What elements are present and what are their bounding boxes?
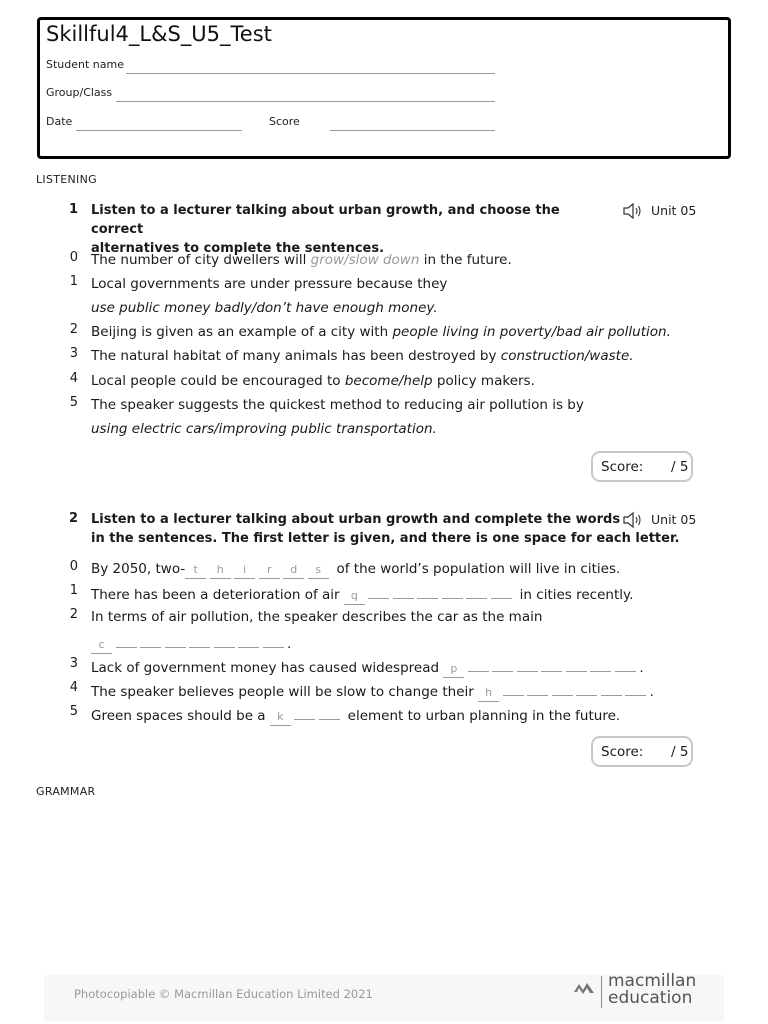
q1-item-2: Beijing is given as an example of a city with people living in poverty/bad air pollution. — [91, 324, 671, 340]
q2-item-0-number: 0 — [69, 559, 78, 574]
q2-item-1-answer-slots[interactable] — [344, 583, 516, 605]
answer-letter-slot[interactable] — [319, 704, 340, 720]
score-field[interactable] — [330, 130, 495, 131]
q1-item-3: The natural habitat of many animals has been destroyed by construction/waste. — [91, 348, 634, 364]
q2-item-1-number: 1 — [69, 583, 78, 598]
q1-item-1-alternatives[interactable]: use public money badly/don’t have enough money. — [91, 300, 438, 316]
answer-letter-slot[interactable] — [214, 632, 235, 648]
answer-letter-slot[interactable] — [189, 632, 210, 648]
answer-letter-slot[interactable] — [541, 656, 562, 672]
q2-item-5-number: 5 — [69, 704, 78, 719]
q1-item-1-number: 1 — [69, 274, 78, 289]
q2-score-box — [591, 736, 693, 767]
q2-item-4-answer-slots[interactable] — [478, 680, 650, 702]
answer-letter-slot[interactable]: i — [234, 563, 255, 579]
answer-letter-slot[interactable] — [238, 632, 259, 648]
q1-item-3-alternatives[interactable]: construction/waste. — [500, 348, 634, 364]
q1-item-1: Local governments are under pressure because they — [91, 276, 448, 292]
macmillan-logo-icon — [573, 977, 595, 999]
question-1-instruction-line2: alternatives to complete the sentences. — [91, 241, 385, 256]
q2-item-5-answer-slots[interactable] — [270, 704, 344, 726]
q2-item-3: Lack of government money has caused widespread p . — [91, 656, 644, 678]
answer-letter-slot[interactable]: s — [308, 563, 329, 579]
question-1-number: 1 — [68, 202, 78, 217]
q1-item-5-alternatives[interactable]: using electric cars/improving public transportation. — [91, 421, 437, 437]
answer-letter-slot[interactable]: c — [91, 638, 112, 654]
group-class-field[interactable] — [116, 101, 495, 102]
q2-item-2-number: 2 — [69, 607, 78, 622]
answer-letter-slot[interactable]: d — [283, 563, 304, 579]
q1-item-0-number: 0 — [69, 250, 78, 265]
answer-letter-slot[interactable] — [503, 680, 524, 696]
q2-item-4-number: 4 — [69, 680, 78, 695]
date-field[interactable] — [76, 130, 242, 131]
answer-letter-slot[interactable]: t — [185, 563, 206, 579]
macmillan-logo-text: macmillan education — [608, 971, 697, 1008]
answer-letter-slot[interactable] — [368, 583, 389, 599]
q1-score-box — [591, 451, 693, 482]
question-2-number: 2 — [68, 511, 78, 526]
audio-speaker-icon[interactable] — [622, 201, 644, 221]
answer-letter-slot[interactable] — [442, 583, 463, 599]
answer-letter-slot[interactable]: h — [478, 686, 499, 702]
answer-letter-slot[interactable]: q — [344, 589, 365, 605]
q2-item-2: In terms of air pollution, the speaker describes the car as the main — [91, 609, 543, 625]
group-class-label: Group/Class — [46, 86, 113, 99]
question-2-instruction-line1: Listen to a lecturer talking about urban growth and complete the words — [91, 512, 621, 527]
q2-item-0: By 2050, two- t h i r d s of the world’s population will live in cities. — [91, 561, 621, 577]
q1-item-0: The number of city dwellers will grow/slow down in the future. — [91, 252, 512, 268]
audio-speaker-icon[interactable] — [622, 510, 644, 530]
q2-item-0-answer-slots[interactable] — [185, 559, 332, 579]
q2-item-2-continuation: c . — [91, 632, 291, 654]
section-grammar: GRAMMAR — [36, 785, 96, 798]
question-2-instruction-line2: in the sentences. The first letter is given, and there is one space for each letter. — [91, 531, 680, 546]
answer-letter-slot[interactable] — [566, 656, 587, 672]
answer-letter-slot[interactable]: k — [270, 710, 291, 726]
question-1-unit: Unit 05 — [651, 203, 697, 218]
q1-score-total: / 5 — [671, 459, 689, 475]
answer-letter-slot[interactable]: p — [443, 662, 464, 678]
q1-score-label: Score: — [601, 459, 644, 475]
q1-item-5-number: 5 — [69, 395, 78, 410]
answer-letter-slot[interactable] — [552, 680, 573, 696]
answer-letter-slot[interactable] — [116, 632, 137, 648]
q1-item-4-alternatives[interactable]: become/help — [344, 373, 433, 389]
q2-score-total: / 5 — [671, 744, 689, 760]
score-label: Score — [269, 115, 300, 128]
q2-item-3-answer-slots[interactable] — [443, 656, 639, 678]
q2-score-label: Score: — [601, 744, 644, 760]
answer-letter-slot[interactable] — [625, 680, 646, 696]
q2-item-5: Green spaces should be a k element to urban planning in the future. — [91, 704, 620, 726]
q1-item-4-number: 4 — [69, 371, 78, 386]
q2-item-3-number: 3 — [69, 656, 78, 671]
answer-letter-slot[interactable] — [263, 632, 284, 648]
answer-letter-slot[interactable] — [576, 680, 597, 696]
date-label: Date — [46, 115, 73, 128]
answer-letter-slot[interactable]: h — [210, 563, 231, 579]
answer-letter-slot[interactable] — [492, 656, 513, 672]
answer-letter-slot[interactable] — [517, 656, 538, 672]
answer-letter-slot[interactable]: r — [259, 563, 280, 579]
answer-letter-slot[interactable] — [601, 680, 622, 696]
student-name-label: Student name — [46, 58, 124, 71]
question-2-unit: Unit 05 — [651, 512, 697, 527]
answer-letter-slot[interactable] — [468, 656, 489, 672]
answer-letter-slot[interactable] — [393, 583, 414, 599]
q1-item-4: Local people could be encouraged to become/help policy makers. — [91, 373, 535, 389]
q1-item-5: The speaker suggests the quickest method to reducing air pollution is by — [91, 397, 584, 413]
q2-item-2-answer-slots[interactable] — [91, 632, 287, 654]
answer-letter-slot[interactable] — [140, 632, 161, 648]
q1-item-3-number: 3 — [69, 346, 78, 361]
student-name-field[interactable] — [126, 73, 495, 74]
page-title: Skillful4_L&S_U5_Test — [46, 22, 272, 46]
answer-letter-slot[interactable] — [466, 583, 487, 599]
logo-divider — [601, 976, 602, 1008]
q2-item-4: The speaker believes people will be slow to change their h . — [91, 680, 654, 702]
answer-letter-slot[interactable] — [590, 656, 611, 672]
question-1-instruction-line1: Listen to a lecturer talking about urban growth, and choose the correct — [91, 203, 560, 237]
answer-letter-slot[interactable] — [294, 704, 315, 720]
question-2-instruction — [91, 510, 691, 548]
answer-letter-slot[interactable] — [165, 632, 186, 648]
answer-letter-slot[interactable] — [527, 680, 548, 696]
answer-letter-slot[interactable] — [491, 583, 512, 599]
answer-letter-slot[interactable] — [615, 656, 636, 672]
q1-item-2-alternatives[interactable]: people living in poverty/bad air pollution. — [392, 324, 671, 340]
footer-copyright: Photocopiable © Macmillan Education Limited 2021 — [74, 987, 373, 1001]
q2-item-1: There has been a deterioration of air q in cities recently. — [91, 583, 633, 605]
q1-item-2-number: 2 — [69, 322, 78, 337]
section-listening: LISTENING — [36, 173, 97, 186]
answer-letter-slot[interactable] — [417, 583, 438, 599]
